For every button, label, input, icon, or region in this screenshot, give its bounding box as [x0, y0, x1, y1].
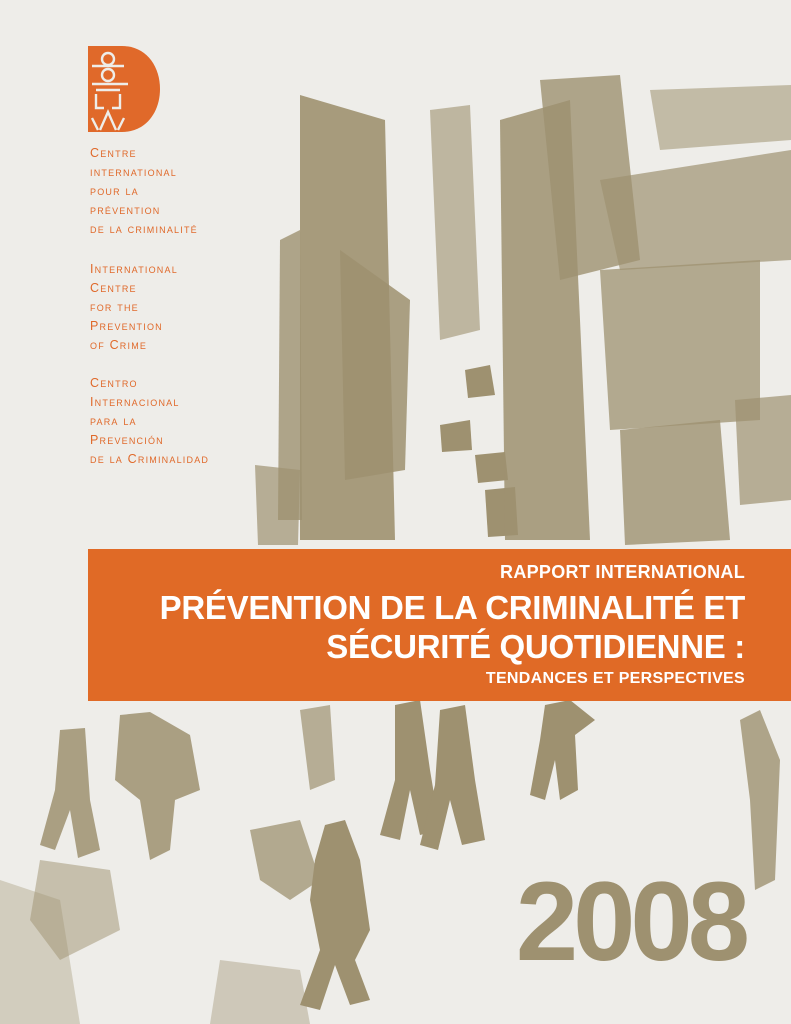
org-name-line: de la Criminalidad — [90, 452, 210, 466]
org-name-spanish — [90, 374, 209, 469]
org-name-line: de la criminalité — [90, 222, 198, 236]
org-name-line: Prevention — [90, 319, 163, 333]
org-name-line: for the — [90, 300, 139, 314]
org-name-line: Internacional — [90, 395, 180, 409]
org-name-line: Prevención — [90, 433, 164, 447]
org-name-line: prévention — [90, 203, 161, 217]
org-name-line: para la — [90, 414, 137, 428]
org-name-line: Centre — [90, 281, 137, 295]
report-subtitle: TENDANCES ET PERSPECTIVES — [485, 670, 745, 687]
ciprc-logo-icon — [88, 46, 160, 132]
org-name-line: international — [90, 165, 177, 179]
org-name-line: Centre — [90, 146, 137, 160]
org-name-line: pour la — [90, 184, 139, 198]
report-year: 2008 — [515, 859, 745, 984]
org-name-line: Centro — [90, 376, 138, 390]
org-name-line: of Crime — [90, 338, 148, 352]
org-name-line: International — [90, 262, 178, 276]
org-name-french — [90, 144, 198, 239]
title-banner — [88, 549, 791, 701]
report-kicker: RAPPORT INTERNATIONAL — [500, 562, 745, 582]
report-title-line-1: PRÉVENTION DE LA CRIMINALITÉ ET — [159, 589, 745, 626]
org-name-english — [90, 260, 178, 355]
report-title-line-2: SÉCURITÉ QUOTIDIENNE : — [326, 628, 745, 665]
